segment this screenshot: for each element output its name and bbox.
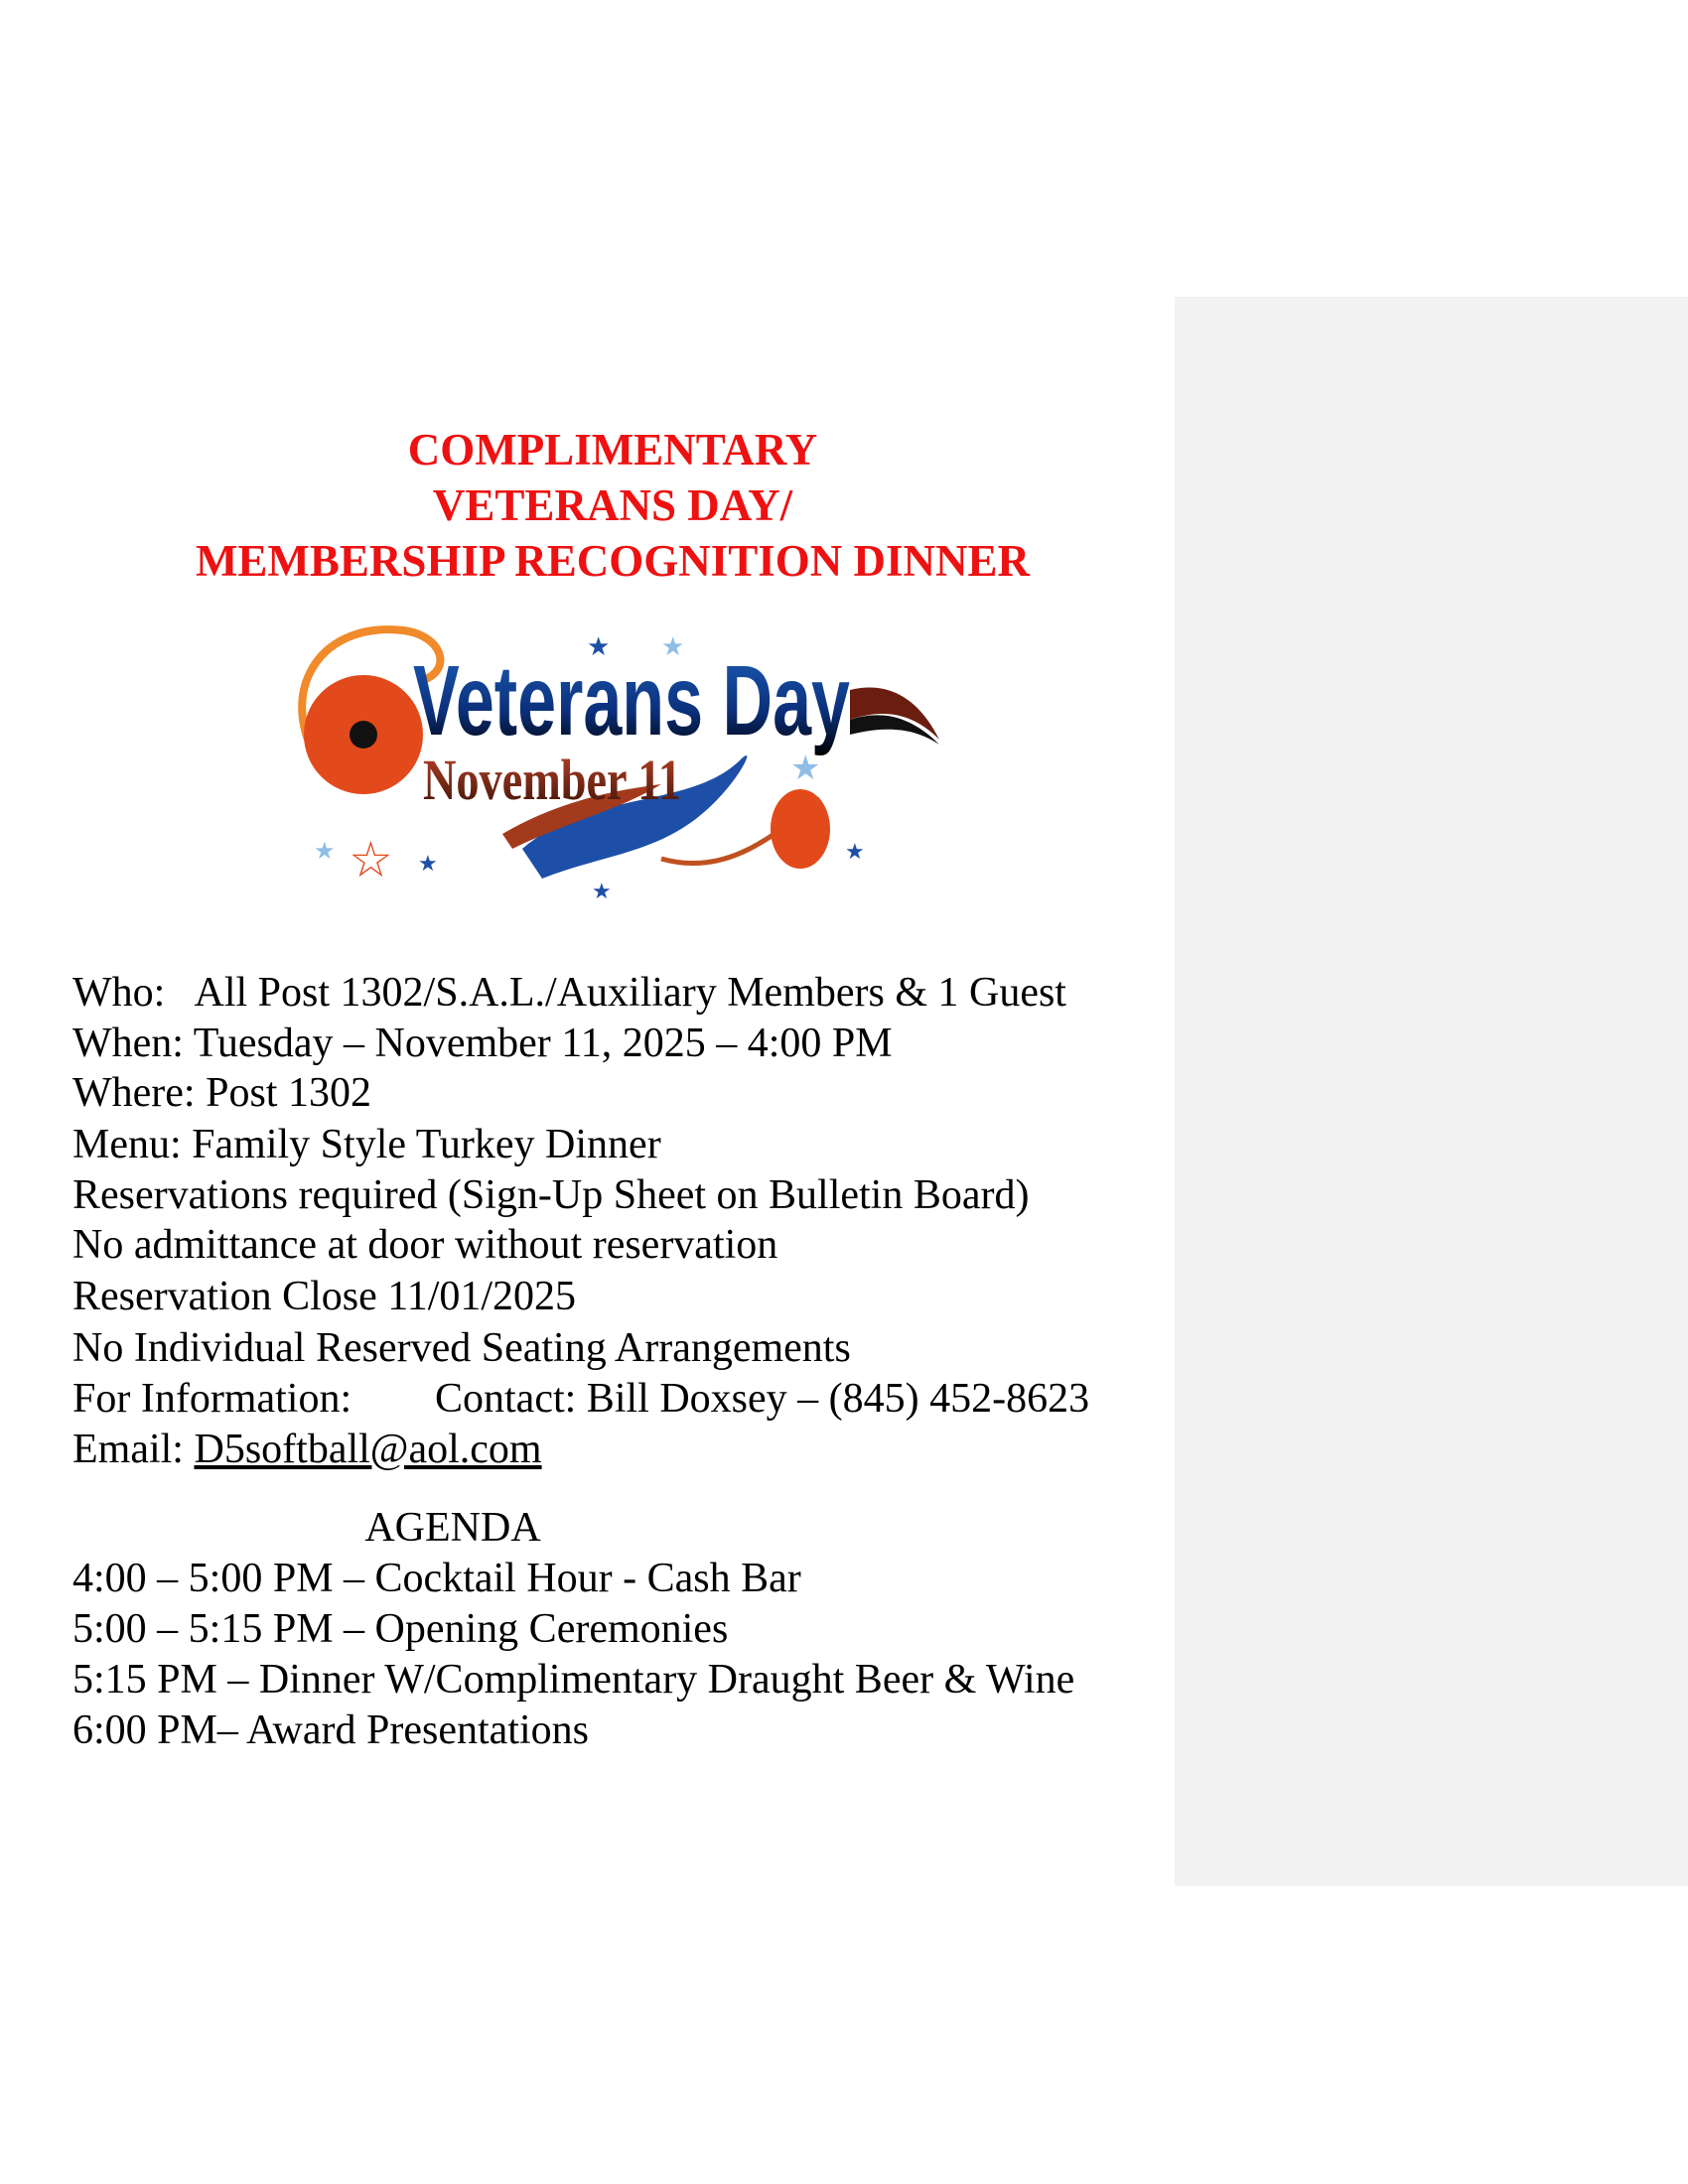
title-line-1: COMPLIMENTARY xyxy=(407,425,818,475)
when-line: When: Tuesday – November 11, 2025 – 4:00 PM xyxy=(72,1021,893,1066)
title-line-2: VETERANS DAY/ xyxy=(432,480,793,530)
star-icon: ★ xyxy=(314,839,336,865)
admittance-line: No admittance at door without reservation xyxy=(72,1222,778,1268)
email-label: Email: xyxy=(72,1427,195,1472)
where-line: Where: Post 1302 xyxy=(72,1070,371,1116)
agenda-heading: AGENDA xyxy=(364,1505,541,1551)
logo-text-november: November 11 xyxy=(423,748,681,812)
event-title xyxy=(0,422,1225,589)
agenda-item: 4:00 – 5:00 PM – Cocktail Hour - Cash Bar xyxy=(72,1556,801,1601)
agenda-item: 5:00 – 5:15 PM – Opening Ceremonies xyxy=(72,1606,729,1652)
star-icon: ★ xyxy=(418,851,438,876)
seating-line: No Individual Reserved Seating Arrangements xyxy=(72,1325,851,1371)
who-label: Who: xyxy=(72,970,166,1016)
title-line-3: MEMBERSHIP RECOGNITION DINNER xyxy=(195,536,1031,586)
email-link[interactable]: D5softball@aol.com xyxy=(194,1427,542,1472)
who-value: All Post 1302/S.A.L./Auxiliary Members & 1 Guest xyxy=(194,970,1066,1016)
reservation-close-line: Reservation Close 11/01/2025 xyxy=(72,1274,577,1319)
agenda-item: 5:15 PM – Dinner W/Complimentary Draught Beer & Wine xyxy=(72,1657,1075,1703)
email-line xyxy=(72,1425,542,1475)
star-icon: ★ xyxy=(661,632,685,661)
poppy-small-icon xyxy=(771,789,830,869)
star-icon: ☆ xyxy=(349,832,393,887)
gray-side-panel xyxy=(1175,297,1688,1886)
info-line xyxy=(72,1374,1090,1425)
logo-text-veterans-day: Veterans Day xyxy=(413,645,851,756)
star-icon: ★ xyxy=(790,751,821,787)
star-icon: ★ xyxy=(592,879,612,898)
menu-line: Menu: Family Style Turkey Dinner xyxy=(72,1122,661,1167)
star-icon: ★ xyxy=(587,632,611,661)
who-line xyxy=(72,968,1066,1019)
reservations-line: Reservations required (Sign-Up Sheet on Bulletin Board) xyxy=(72,1172,1030,1218)
star-icon: ★ xyxy=(845,839,865,864)
veterans-day-logo xyxy=(264,611,949,898)
info-label: For Information: xyxy=(72,1376,352,1422)
contact-value: Contact: Bill Doxsey – (845) 452-8623 xyxy=(435,1376,1090,1422)
agenda-item: 6:00 PM– Award Presentations xyxy=(72,1707,589,1753)
